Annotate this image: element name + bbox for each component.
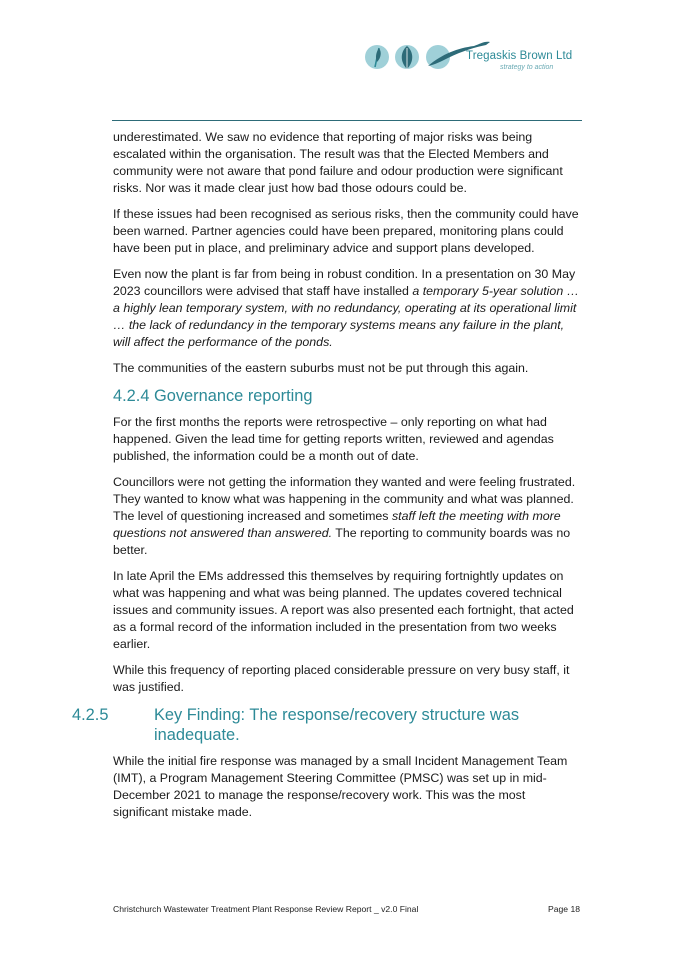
paragraph: While the initial fire response was managed by a small Incident Management Team (IMT), a Program Management Steering Committee (PMSC) was set up in mid-December 2021 to manage the response/recovery work. This was the most significant mistake made. [113, 754, 568, 819]
section-heading-4-2-4 [113, 386, 583, 406]
section-title: Key Finding: The response/recovery structure was inadequate. [154, 706, 520, 744]
section-number: 4.2.4 [113, 387, 150, 405]
section-number: 4.2.5 [72, 706, 109, 724]
brand-name: Tregaskis Brown Ltd [466, 50, 573, 62]
paragraph-text: The reporting to community boards was no better. [113, 526, 571, 557]
paragraph: In late April the EMs addressed this themselves by requiring fortnightly updates on what was happening and what was being planned. The updates covered technical issues and community issues. A report was also presented each fortnight, that acted as a formal record of the information included in the presentation from two weeks earlier. [113, 569, 574, 651]
paragraph: While this frequency of reporting placed considerable pressure on very busy staff, it was justified. [113, 663, 570, 694]
footer-page-number: Page 18 [548, 904, 581, 914]
header-divider [112, 120, 582, 121]
italic-quote: a temporary 5-year solution … a highly lean temporary system, with no redundancy, operating at its operational limit … the lack of redundancy in the temporary systems means any failure in the plant, will affect the performance of the ponds. [113, 284, 580, 349]
document-body [72, 129, 583, 830]
section-title: Governance reporting [154, 387, 313, 405]
page-header [0, 0, 675, 110]
footer-doc-title: Christchurch Wastewater Treatment Plant Response Review Report _ v2.0 Final [113, 904, 419, 914]
section-heading-4-2-5 [72, 705, 583, 745]
paragraph-text: Even now the plant is far from being in robust condition. In a presentation on 30 May 2023 councillors were advised that staff have installed [113, 267, 576, 298]
italic-quote: staff left the meeting with more questions not answered than answered. [113, 509, 561, 540]
paragraph [113, 266, 583, 351]
paragraph-text: Councillors were not getting the information they wanted and were feeling frustrated. They wanted to know what was happening in the community and what was planned. The level of questioning increased and sometimes [113, 475, 576, 523]
paragraph: For the first months the reports were retrospective – only reporting on what had happened. Given the lead time for getting reports written, reviewed and agendas published, the information could be a month out of date. [113, 415, 554, 463]
brand-tagline: strategy to action [500, 64, 554, 71]
paragraph: If these issues had been recognised as serious risks, then the community could have been warned. Partner agencies could have been prepared, monitoring plans could have been put in place, and preliminary advice and support plans developed. [113, 207, 579, 255]
paragraph: The communities of the eastern suburbs must not be put through this again. [113, 361, 529, 375]
paragraph: underestimated. We saw no evidence that reporting of major risks was being escalated within the organisation. The result was that the Elected Members and community were not aware that pond failure and odour production were significant risks. Nor was it made clear just how bad those odours could be. [113, 130, 563, 195]
paragraph [113, 474, 583, 559]
